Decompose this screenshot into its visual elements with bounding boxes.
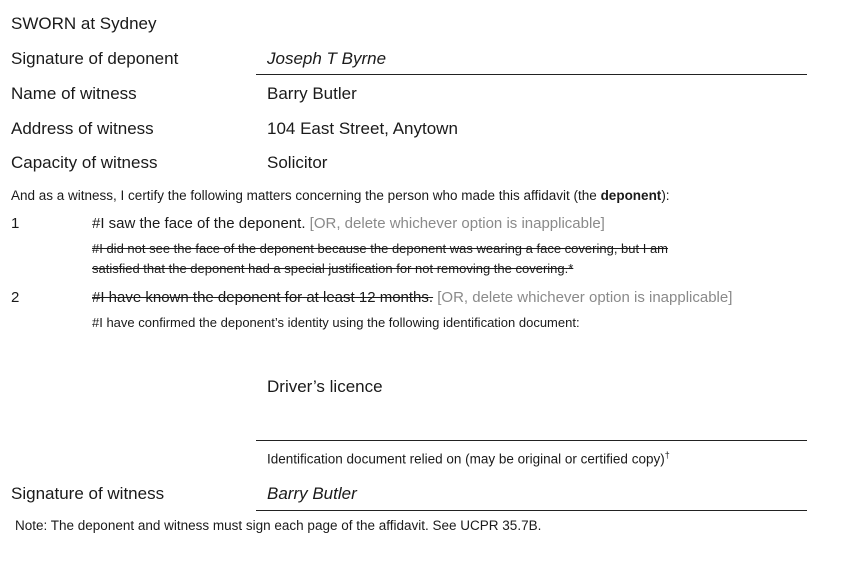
id-document-value: Driver’s licence: [267, 377, 383, 396]
item-1-main: [92, 215, 605, 232]
item-2-hint: [OR, delete whichever option is inapplicable]: [437, 289, 733, 306]
dagger-mark: †: [664, 450, 670, 460]
signature-deponent-label: Signature of deponent: [11, 49, 179, 68]
item-2-number: 2: [11, 289, 20, 306]
item-2-alt-line-1: #I have confirmed the deponent’s identity using the following identification document:: [92, 315, 580, 330]
footer-note: Note: The deponent and witness must sign each page of the affidavit. See UCPR 35.7B.: [15, 518, 542, 533]
address-witness-value: 104 East Street, Anytown: [267, 119, 458, 138]
signature-witness-value: Barry Butler: [267, 484, 357, 503]
capacity-witness-label: Capacity of witness: [11, 153, 158, 172]
id-document-line: [256, 440, 807, 441]
id-document-caption: [267, 450, 670, 467]
signature-deponent-line: [256, 74, 807, 75]
certify-intro: [11, 188, 670, 203]
sworn-at-text: SWORN at Sydney: [11, 14, 157, 33]
item-1-main-text: #I saw the face of the deponent.: [92, 215, 306, 232]
name-witness-label: Name of witness: [11, 84, 137, 103]
signature-witness-line: [256, 510, 807, 511]
certify-intro-text: And as a witness, I certify the following matters concerning the person who made this affidavit (the: [11, 188, 601, 203]
address-witness-label: Address of witness: [11, 119, 154, 138]
item-1-hint: [OR, delete whichever option is inapplicable]: [309, 215, 605, 232]
item-2-main-text: #I have known the deponent for at least 12 months.: [92, 289, 434, 306]
item-1-alt-line-1: #I did not see the face of the deponent because the deponent was wearing a face covering, but I am: [92, 241, 669, 256]
item-1-number: 1: [11, 215, 20, 232]
name-witness-value: Barry Butler: [267, 84, 357, 103]
item-2-main: [92, 289, 732, 306]
capacity-witness-value: Solicitor: [267, 153, 328, 172]
signature-witness-label: Signature of witness: [11, 484, 165, 503]
id-document-caption-text: Identification document relied on (may be original or certified copy): [267, 451, 665, 467]
item-1-alt-line-2: satisfied that the deponent had a special justification for not removing the covering.*: [92, 261, 574, 276]
signature-deponent-value: Joseph T Byrne: [267, 49, 387, 68]
certify-intro-bold: deponent: [600, 188, 662, 203]
certify-intro-end: ):: [661, 188, 670, 203]
